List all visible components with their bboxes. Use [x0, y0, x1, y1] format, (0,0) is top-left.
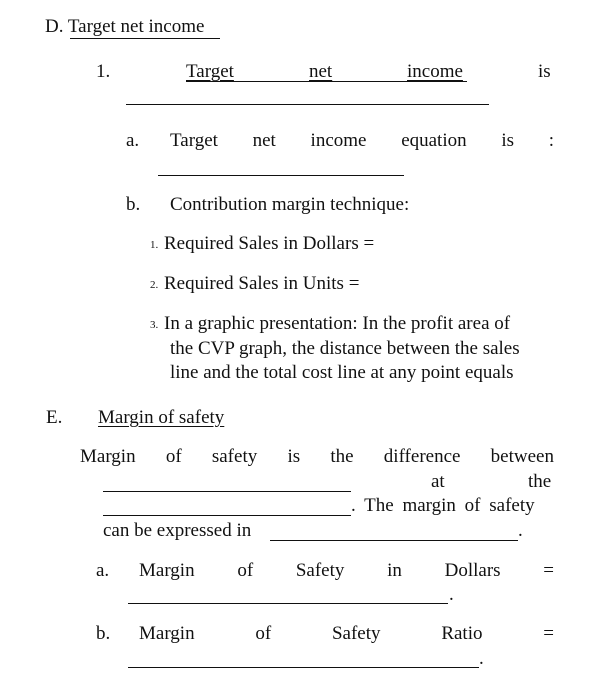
e-item-b-text: [139, 624, 554, 643]
sub-2-text: Required Sales in Units =: [164, 273, 360, 294]
item-a-answer-blank[interactable]: [158, 175, 404, 176]
section-e-heading: Margin of safety: [98, 407, 225, 428]
item-a-word: :: [548, 130, 554, 151]
para-word: the: [330, 446, 354, 467]
item-1-underline: [186, 81, 467, 82]
e-item-b-answer-blank[interactable]: [128, 667, 479, 668]
e-item-b-marker: b.: [96, 623, 111, 644]
margin-blank-3[interactable]: [270, 540, 518, 541]
sub-3-line-2: the CVP graph, the distance between the sales: [170, 338, 520, 359]
item-b-text: Contribution margin technique:: [170, 194, 410, 215]
section-e-letter: E.: [46, 407, 63, 428]
e-item-a-word: in: [387, 560, 402, 581]
e-item-b-word: of: [255, 623, 272, 644]
item-a-word: Target: [170, 130, 218, 151]
sub-1-number: 1.: [150, 239, 159, 251]
e-item-a-word: of: [237, 560, 254, 581]
para-word: is: [287, 446, 301, 467]
margin-blank-2[interactable]: [103, 515, 351, 516]
item-1-word-target: Target: [186, 61, 234, 82]
e-item-b-period: .: [479, 648, 484, 669]
e-item-b-word: =: [543, 623, 554, 644]
item-a-text: [170, 131, 554, 150]
margin-paragraph-line-1: [80, 447, 554, 466]
e-item-a-marker: a.: [96, 560, 110, 581]
sub-3-line-1: In a graphic presentation: In the profit area of: [164, 313, 511, 334]
e-item-a-word: Margin: [139, 560, 195, 581]
sub-1-text: Required Sales in Dollars =: [164, 233, 375, 254]
item-1-word-income: income: [407, 61, 463, 82]
margin-word-the: the: [528, 471, 552, 492]
margin-line-3-end: . The margin of safety: [351, 495, 535, 516]
e-item-a-word: Safety: [295, 560, 345, 581]
e-item-a-word: Dollars: [444, 560, 501, 581]
e-item-a-word: =: [543, 560, 554, 581]
section-d-heading-text: D. Target net income: [45, 16, 205, 37]
section-d-heading-underline: [70, 38, 220, 39]
sub-2-number: 2.: [150, 279, 159, 291]
e-item-b-word: Ratio: [441, 623, 483, 644]
e-item-a-text: [139, 561, 554, 580]
sub-3-number: 3.: [150, 319, 159, 331]
e-item-b-word: Safety: [331, 623, 381, 644]
margin-line-4-period: .: [518, 520, 523, 541]
item-1-word-net: net: [309, 61, 333, 82]
item-a-word: income: [310, 130, 367, 151]
para-word: difference: [383, 446, 461, 467]
e-item-b-word: Margin: [139, 623, 195, 644]
item-1-number: 1.: [96, 61, 111, 82]
para-word: safety: [211, 446, 258, 467]
item-a-marker: a.: [126, 130, 140, 151]
item-a-word: net: [252, 130, 276, 151]
item-1-trailing: is: [538, 61, 551, 82]
e-item-a-period: .: [449, 584, 454, 605]
para-word: Margin: [80, 446, 136, 467]
sub-3-line-3: line and the total cost line at any point equals: [170, 362, 514, 383]
para-word: of: [165, 446, 182, 467]
item-a-word: equation: [401, 130, 467, 151]
e-item-a-answer-blank[interactable]: [128, 603, 448, 604]
section-d-heading: [45, 17, 204, 36]
para-word: between: [490, 446, 554, 467]
margin-blank-1[interactable]: [103, 491, 351, 492]
item-b-marker: b.: [126, 194, 141, 215]
margin-line-4-start: can be expressed in: [103, 520, 252, 541]
item-1-answer-blank[interactable]: [126, 104, 489, 105]
margin-word-at: at: [431, 471, 445, 492]
item-a-word: is: [501, 130, 515, 151]
